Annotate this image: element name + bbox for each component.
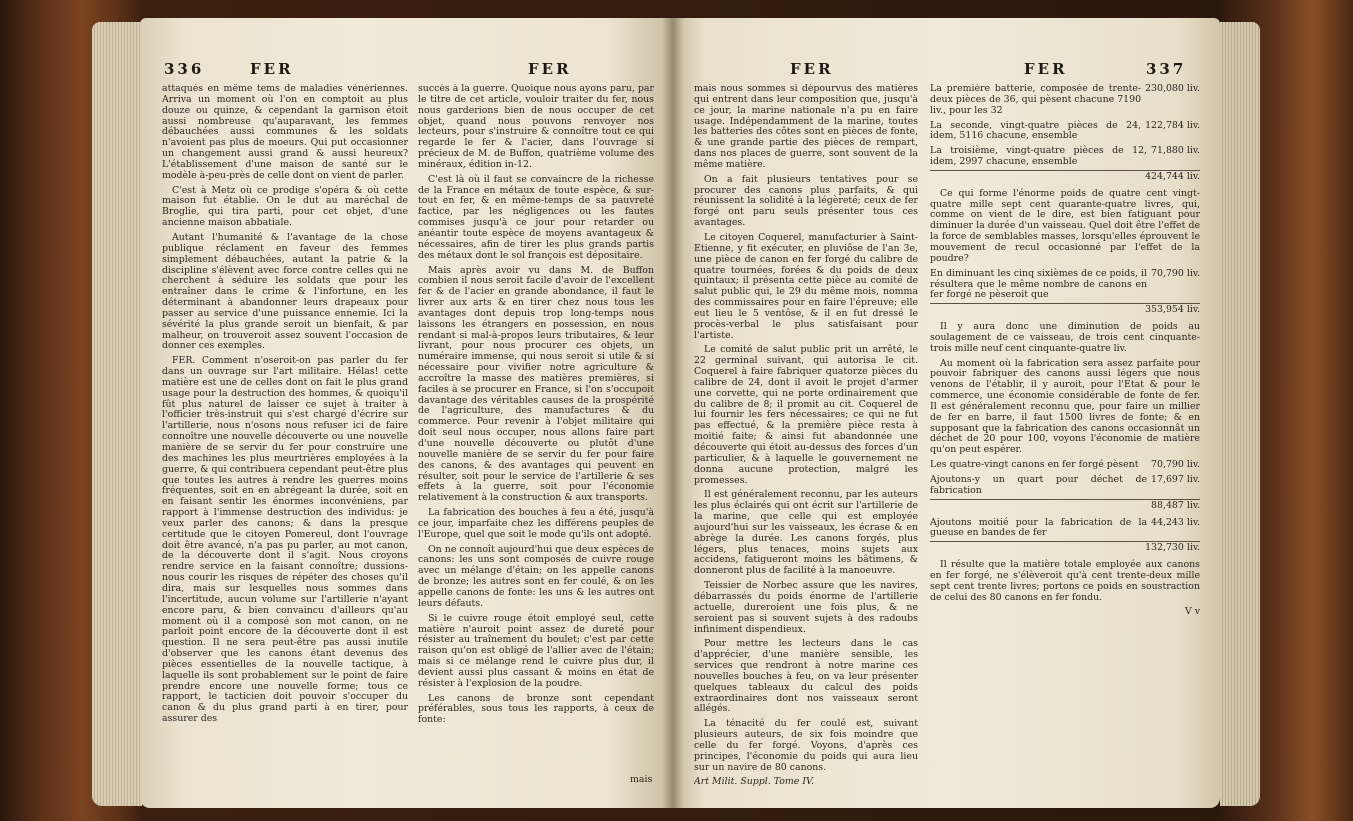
paragraph: Il est généralement reconnu, par les auteurs les plus éclairés qui ont écrit sur l'artillerie de la marine, que celle qui est employée aujourd'hui sur les vaisseaux, les écrase & en abrège la durée. Les canons forgés, plus légers, plus tenaces, moins sujets aux accidens, fatigueront moins les bâtimens, & donneront plus de facilité à la manoeuvre. (694, 489, 918, 577)
paragraph: Il y aura donc une diminution de poids au soulagement de ce vaisseau, de trois cent cinquante-trois mille neuf cent cinquante-quatre liv. (930, 321, 1200, 354)
total-line: 353,954 liv. (930, 303, 1200, 316)
paragraph: Le citoyen Coquerel, manufacturier à Saint-Etienne, y fit exécuter, en pluviôse de l'an 3e, une pièce de canon en fer forgé du calibre de quatre tournées, forées & du poids de deux quintaux; il présenta cette pièce au comité de salut public qui, le 29 du même mois, nomma des commissaires pour en faire l'épreuve; elle eut lieu le 5 ventôse, & il en fut dressé le procès-verbal le plus satisfaisant pour l'artiste. (694, 231, 918, 341)
book-gutter (662, 18, 684, 808)
table-row (930, 121, 1200, 143)
left-page-column-1 (162, 84, 408, 784)
paragraph: Ce qui forme l'énorme poids de quatre cent vingt-quatre mille sept cent quarante-quatre livres, qui, comme on vient de le dire, est bien fatiguant pour diminuer la durée d'un vaisseau. Quel doit être l'effet de la force de semblables masses, lorsqu'elles éprouvent le mouvement de recul occasionné par l'effet de la poudre? (930, 187, 1200, 264)
right-page-edges (1220, 22, 1260, 806)
table-row (930, 475, 1200, 497)
right-running-head-2: FER (1024, 60, 1068, 78)
catchword: mais (630, 774, 653, 785)
row-label: En diminuant les cinq sixièmes de ce poids, il résultera que le même nombre de canons en fer forgé ne pèseroit que (930, 267, 1148, 301)
table-row (930, 269, 1200, 302)
left-page (140, 18, 672, 808)
paragraph: Le comité de salut public prit un arrêté, le 22 germinal suivant, qui autorisa le cit. Coquerel à faire fabriquer quatorze pièces du calibre de 24, dont il avoit le projet d'armer une corvette, qui ne porte ordinairement que du calibre de 8; il promit au cit. Coquerel de lui fournir les fers nécessaires; ce qui ne fut pas effectué, & la première pièce resta à moitié faite; & ainsi fut abandonnée une découverte qui étoit au-dessus des forces d'un particulier, & à laquelle le gouvernement ne donna aucune protection, malgré les promesses. (694, 344, 918, 486)
paragraph: Teissier de Norbec assure que les navires, débarrassés du poids énorme de l'artillerie actuelle, dureroient une fois plus, & ne seroient pas si souvent sujets à des radoubs infiniment dispendieux. (694, 580, 918, 635)
paragraph: C'est là où il faut se convaincre de la richesse de la France en métaux de toute espèce, & sur-tout en fer, & en même-temps de sa pauvreté factice, par les négligences ou les fautes commises jusqu'à ce jour pour retarder ou anéantir toute espèce de moyens avantageux & nécessaires, afin de tirer les plus grands partis des métaux dont le sol françois est dépositaire. (418, 173, 654, 261)
row-value: 70,790 liv. (1151, 267, 1200, 279)
row-value: 71,880 liv. (1151, 145, 1200, 157)
row-value: 230,080 liv. (1145, 84, 1200, 94)
paragraph: Au moment où la fabrication sera assez parfaite pour pouvoir fabriquer des canons aussi légers que nous venons de l'établir, il y auroit, pour l'Etat & pour le commerce, une économie considérable de fonte de fer. Il est généralement reconnu que, pour faire un millier de fer en barre, il faut 1500 livres de fonte; & en supposant que la fabrication des canons occasionnât un déchet de 20 pour 100, voyons l'économie de matière qu'on peut espérer. (930, 357, 1200, 456)
paragraph: Si le cuivre rouge étoit employé seul, cette matière n'auroit point assez de dureté pour résister au traînement du boulet; c'est par cette raison qu'on est obligé de l'allier avec de l'étain; mais si ce mélange rend le cuivre plus dur, il devient aussi plus cassant & moins en état de résister à l'explosion de la poudre. (418, 612, 654, 689)
paragraph: mais nous sommes si dépourvus des matières qui entrent dans leur composition que, jusqu'à ce jour, la marine nationale n'a pu en faire usage. Indépendamment de la marine, toutes les batteries des côtes sont en pièces de fonte, & une grande partie des pièces de rempart, dans nos places de guerre, sont souvent de la même matière. (694, 84, 918, 170)
paragraph: Autant l'humanité & l'avantage de la chose publique réclament en faveur des femmes simplement débauchées, autant la patrie & la discipline s'élèvent avec force contre celles qui ne cherchent à séduire les soldats que pour les entraîner dans le crime & l'infortune, en les déterminant à abandonner leurs drapeaux pour passer au service d'une puissance ennemie. Ici la sévérité la plus grande seroit un bienfait, & par malheur, on trouveroit assez souvent l'occasion de donner ces exemples. (162, 231, 408, 352)
left-running-head-2: FER (528, 60, 572, 78)
row-value: 44,243 liv. (1151, 516, 1200, 528)
left-page-number: 336 (164, 60, 205, 78)
row-label: Les quatre-vingt canons en fer forgé pèsent (930, 459, 1139, 471)
right-page-number: 337 (1146, 60, 1187, 78)
row-label: Ajoutons-y un quart pour déchet de fabrication (930, 474, 1148, 496)
paragraph: FER. Comment n'oseroit-on pas parler du fer dans un ouvrage sur l'art militaire. Hélas! cette matière est une de celles dont on fait le plus grand usage pour la destruction des hommes, & quoiqu'il fût plus naturel de laisser ce sujet à traiter à l'officier très-instruit qui s'est chargé d'écrire sur l'artillerie, nous n'osons nous refuser ici de faire connoître une nouvelle découverte ou une nouvelle manière de se servir du fer pour construire une des machines les plus meurtrières employées à la guerre, & qui contribuera cependant peut-être plus que toutes les autres à rendre les guerres moins fréquentes, soit en en abrégeant la durée, soit en en faisant sentir les énormes inconvéniens, par rapport à l'immense destruction des individus: je veux parler des canons; & dans la presque certitude que le citoyen Pomereul, dont l'ouvrage doit être avancé, n'a pas pu parler, au mot canon, de la découverte dont il s'agit. Nous croyons rendre service en la faisant connoître; dussions-nous courir les risques de répéter des choses qu'il dira, mais sur lesquelles nous sommes dans l'incertitude, aucun volume sur l'artillerie n'ayant encore paru, & bien convaincu d'ailleurs qu'au moment où il a composé son mot canon, on ne parloit point encore de la découverte dont il est question. Il ne sera peut-être pas aussi inutile d'observer que les canons étant devenus des pièces essentielles de la nouvelle tactique, à laquelle ils sont probablement sur le point de faire prendre encore une nouvelle forme; tous ce rapport, le tacticien doit pouvoir s'occuper du canon & du plus grand parti à en tirer, pour assurer des (162, 355, 408, 725)
signature-mark: V v (1184, 606, 1200, 618)
total-line: 132,730 liv. (930, 541, 1200, 554)
paragraph: C'est à Metz où ce prodige s'opéra & où cette maison fut établie. On le dut au maréchal de Broglie, qui tira parti, pour cet objet, d'une ancienne maison abbatiale. (162, 184, 408, 229)
paragraph: Pour mettre les lecteurs dans le cas d'apprécier, d'une manière sensible, les services que rendront à notre marine ces nouvelles bouches à feu, on va leur présenter quelques tableaux du calcul des poids extraordinaires dont nos vaisseaux seront allégés. (694, 638, 918, 715)
row-value: 17,697 liv. (1151, 474, 1200, 485)
left-running-head-1: FER (250, 60, 294, 78)
total-line: 88,487 liv. (930, 499, 1200, 512)
table-row (930, 518, 1200, 540)
paragraph: La fabrication des bouches à feu a été, jusqu'à ce jour, imparfaite chez les différens peuples de l'Europe, quel que soit le mode qu'ils ont adopté. (418, 507, 654, 540)
row-label: Ajoutons moitié pour la fabrication de la gueuse en bandes de fer (930, 516, 1148, 539)
paragraph: La ténacité du fer coulé est, suivant plusieurs auteurs, de six fois moindre que celle du fer forgé. Voyons, d'après ces principes, l'économie du poids qui aura lieu sur un navire de 80 canons. (694, 718, 918, 773)
row-label: La seconde, vingt-quatre pièces de 24, idem, 5116 chacune, ensemble (930, 119, 1142, 142)
right-page-column-1 (694, 84, 918, 804)
row-value: 122,784 liv. (1145, 119, 1200, 131)
row-label: La première batterie, composée de trente-deux pièces de 36, qui pèsent chacune 7190 liv., pour les 32 (930, 84, 1142, 116)
paragraph: On ne connoît aujourd'hui que deux espèces de canons: les uns sont composés de cuivre rouge avec un mélange d'étain; on les appelle canons de bronze; les autres sont en fer coulé, & on les appelle canons de fonte: les uns & les autres ont leurs défauts. (418, 543, 654, 609)
right-running-head-1: FER (790, 60, 834, 78)
paragraph: attaqués en même tems de maladies vénériennes. Arriva un moment où l'on en comptoit au plus douze ou quinze, & cependant la garnison étoit aussi nombreuse qu'auparavant, les femmes débauchées aussi communes & les soldats n'avoient pas plus de moeurs. Qui put occasionner un changement aussi grand & aussi heureux? L'établissement d'une maison de santé sur le modèle à-peu-près de celle dont on vient de parler. (162, 84, 408, 181)
total-line: 424,744 liv. (930, 170, 1200, 183)
paragraph: Il résulte que la matière totale employée aux canons en fer forgé, ne s'élèveroit qu'à cent trente-deux mille sept cent trente livres; portons ce poids en soustraction de celui des 80 canons en fer fondu. (930, 559, 1200, 603)
table-row (930, 460, 1200, 471)
paragraph: Mais après avoir vu dans M. de Buffon combien il nous seroit facile d'avoir de l'excellent fer & de l'acier en grande abondance, il faut le livrer aux arts & en tirer chez nous tous les avantages dont depuis trop long-temps nous laissons les étrangers en possession, en nous rendant si mal-à-propos leurs tributaires, & leur livrant, pour nous procurer ces objets, un numéraire immense, qui nous seroit si utile & si nécessaire pour vivifier notre agriculture & accroître la masse des matières premières, si faciles à se procurer en France, si l'on s'occupoit davantage des véritables causes de la prospérité de l'agriculture, des manufactures & du commerce. Pour revenir à l'objet militaire qui doit seul nous occuper, nous allons faire part d'une nouvelle découverte ou plutôt d'une nouvelle manière de se servir du fer pour faire des canons, & des avantages qui peuvent en résulter, soit pour le service de l'artillerie & ses effets à la guerre, soit pour l'économie relativement à la construction & aux transports. (418, 264, 654, 504)
right-page-column-2 (930, 84, 1200, 804)
row-value: 70,790 liv. (1151, 459, 1200, 471)
left-page-column-2 (418, 84, 654, 774)
right-page (672, 18, 1220, 808)
left-page-edges (92, 22, 142, 806)
row-label: La troisième, vingt-quatre pièces de 12, idem, 2997 chacune, ensemble (930, 145, 1148, 168)
table-row (930, 146, 1200, 168)
table-row (930, 84, 1200, 117)
footer-signature: Art Milit. Suppl. Tome IV. (694, 776, 815, 788)
paragraph: On a fait plusieurs tentatives pour se procurer des canons plus parfaits, & qui réunissent la solidité à la légèreté; ceux de fer forgé ont paru seuls présenter tous ces avantages. (694, 173, 918, 229)
paragraph: succès à la guerre. Quoique nous ayons paru, par le titre de cet article, vouloir traiter du fer, nous nous garderions bien de nous occuper de cet objet, quand nous pouvons renvoyer nos lecteurs, pour s'instruire & connoître tout ce qui regarde le fer & l'acier, dans l'ouvrage si précieux de M. de Buffon, quatrième volume des minéraux, édition in-12. (418, 84, 654, 170)
paragraph: Les canons de bronze sont cependant préférables, sous tous les rapports, à ceux de fonte: (418, 692, 654, 726)
